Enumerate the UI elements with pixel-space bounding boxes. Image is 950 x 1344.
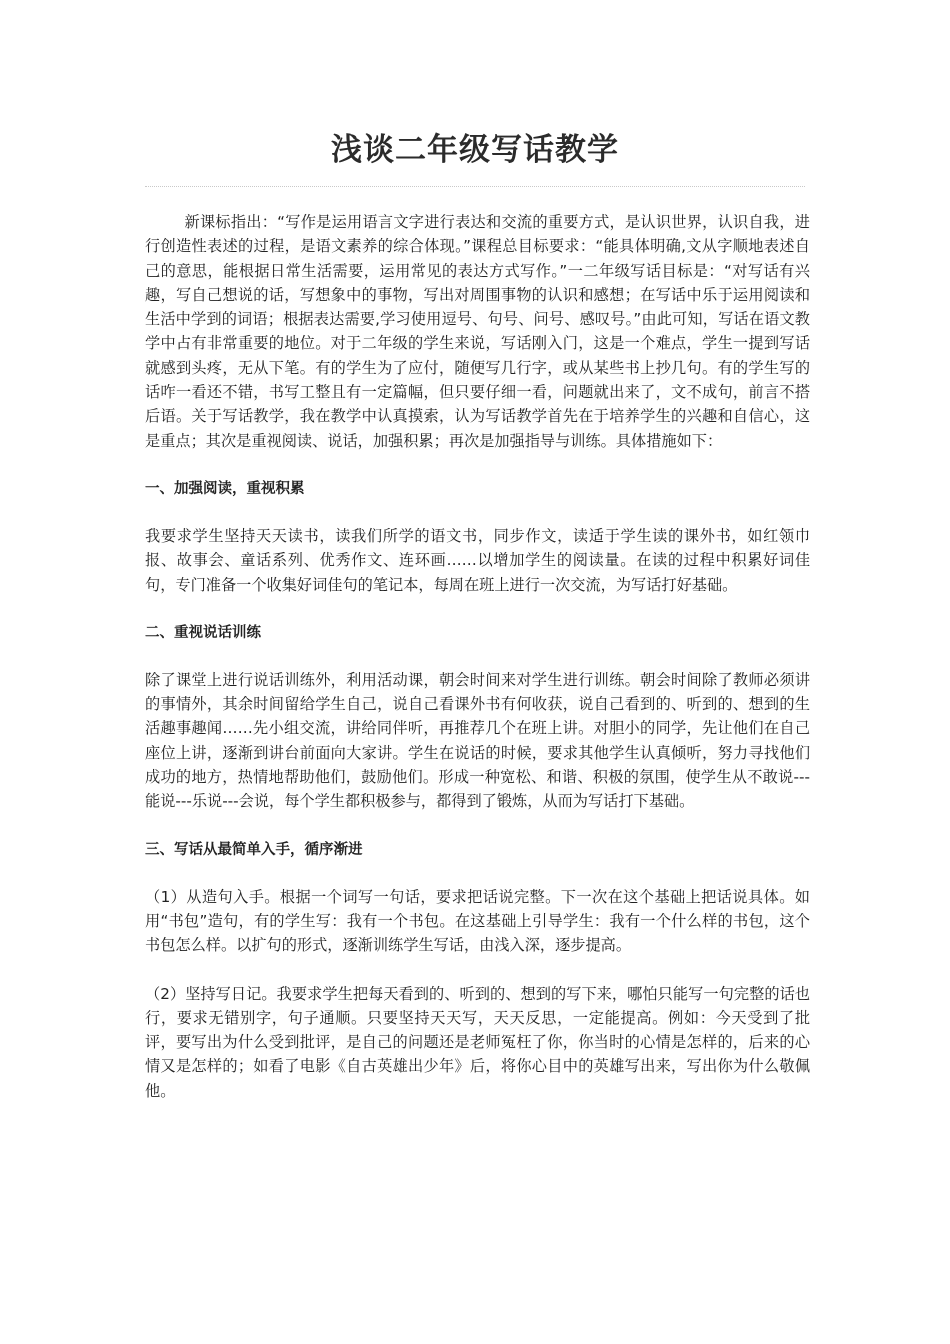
- section-paragraph-sentence: （1）从造句入手。根据一个词写一句话，要求把话说完整。下一次在这个基础上把话说具体。如用“书包”造句，有的学生写：我有一个书包。在这基础上引导学生：我有一个什么样的书包，这个书包怎么样。以扩句的形式，逐渐训练学生写话，由浅入深，逐步提高。: [145, 887, 810, 955]
- intro-paragraph: 新课标指出：“写作是运用语言文字进行表达和交流的重要方式，是认识世界，认识自我，进行创造性表述的过程，是语文素养的综合体现。”课程总目标要求：“能具体明确,文从字顺地表述自己的意思，能根据日常生活需要，运用常见的表达方式写作。”一二年级写话目标是：“对写话有兴趣，写自己想说的话，写想象中的事物，写出对周围事物的认识和感想；在写话中乐于运用阅读和生活中学到的词语；根据表达需要,学习使用逗号、句号、问号、感叹号。”由此可知，写话在语文教学中占有非常重要的地位。对于二年级的学生来说，写话刚入门，这是一个难点，学生一提到写话就感到头疼，无从下笔。有的学生为了应付，随便写几行字，或从某些书上抄几句。有的学生写的话咋一看还不错，书写工整且有一定篇幅，但只要仔细一看，问题就出来了，文不成句，前言不搭后语。关于写话教学，我在教学中认真摸索，认为写话教学首先在于培养学生的兴趣和自信心，这是重点；其次是重视阅读、说话，加强积累；再次是加强指导与训练。具体措施如下：: [145, 213, 810, 450]
- section-heading-writing: 三、写话从最简单入手，循序渐进: [145, 841, 363, 858]
- section-paragraph-diary: （2）坚持写日记。我要求学生把每天看到的、听到的、想到的写下来，哪怕只能写一句完整的话也行，要求无错别字，句子通顺。只要坚持天天写，天天反思，一定能提高。例如：今天受到了批评，要写出为什么受到批评，是自己的问题还是老师冤枉了你，你当时的心情是怎样的，后来的心情又是怎样的；如看了电影《自古英雄出少年》后，将你心目中的英雄写出来，写出你为什么敬佩他。: [145, 984, 810, 1100]
- document-body: [145, 210, 810, 1103]
- document-title: 浅谈二年级写话教学: [331, 132, 619, 168]
- section-paragraph-reading: 我要求学生坚持天天读书，读我们所学的语文书，同步作文，读适于学生读的课外书，如红领巾报、故事会、童话系列、优秀作文、连环画……以增加学生的阅读量。在读的过程中积累好词佳句，专门准备一个收集好词佳句的笔记本，每周在班上进行一次交流，为写话打好基础。: [145, 526, 810, 594]
- section-heading-speaking: 二、重视说话训练: [145, 624, 261, 641]
- section-heading-reading: 一、加强阅读，重视积累: [145, 480, 305, 497]
- section-paragraph-speaking: 除了课堂上进行说话训练外，利用活动课，朝会时间来对学生进行训练。朝会时间除了教师必须讲的事情外，其余时间留给学生自己，说自己看课外书有何收获，说自己看到的、听到的、想到的生活趣事趣闻……先小组交流，讲给同伴听，再推荐几个在班上讲。对胆小的同学，先让他们在自己座位上讲，逐渐到讲台前面向大家讲。学生在说话的时候，要求其他学生认真倾听，努力寻找他们成功的地方，热情地帮助他们，鼓励他们。形成一种宽松、和谐、积极的氛围，使学生从不敢说---能说---乐说---会说，每个学生都积极参与，都得到了锻炼，从而为写话打下基础。: [145, 670, 810, 811]
- title-divider: [145, 186, 805, 187]
